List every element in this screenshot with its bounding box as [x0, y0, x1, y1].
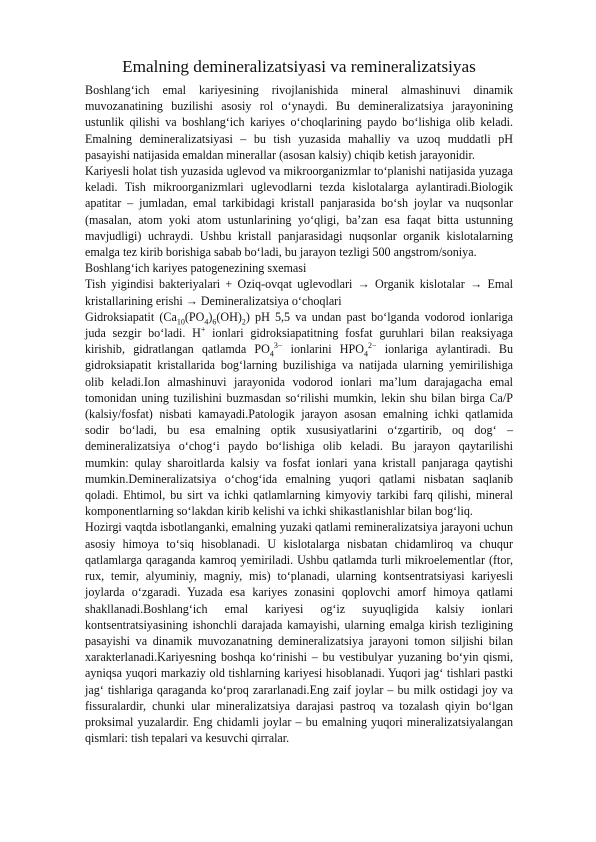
compound-subscript: 2 [241, 317, 246, 327]
paragraph-remineralization: Hozirgi vaqtda isbotlanganki, emalning yuzaki qatlami remineralizatsiya jarayoni uchun asosiy himoya to‘siq hisoblanadi. U kislotalarga nisbatan chidamliroq va chuqur qatlamlarga qaraganda kamroq yemiriladi. Ushbu qatlamda turli mikroelementlar (ftor, rux, temir, alyuminiy, magniy, mis) to‘planadi, ularning kontsentratsiyasi kariyesli joylarda o‘zgaradi. Yuzada esa kariyes zonasini qoplovchi amorf himoya qatlami shakllanadi.Boshlang‘ich emal kariyesi og‘iz suyuqligida kalsiy ionlari kontsentratsiyasining ishonchli darajada kamayishi, ularning emalga kirish tezligining pasayishi va dinamik muvozanatning demineralizatsiya jarayoni tomon siljishi bilan xarakterlanadi.Kariyesning boshqa ko‘rinishi – bu vestibulyar yuzaning bo‘yin qismi, ayniqsa yuqori markaziy old tishlarning kariyesi hisoblanadi. Yuqori jag‘ tishlari pastki jag‘ tishlariga qaraganda ko‘proq zararlanadi.Eng zaif joylar – bu milk ostidagi joy va fissuralardir, chunki ular mineralizatsiya darajasi pastroq va tozalash qiyin bo‘lgan proksimal yuzalardir. Eng chidamli joylar – bu emalning yuqori mineralizatsiyalangan qismlari: tish tepalari va kesuvchi qirralar. [85, 520, 513, 746]
formula-text: ionlarini HPO [282, 342, 364, 357]
document-title: Emalning demineralizatsiyasi va remineralizatsiyas [122, 57, 476, 76]
compound-group: (OH) [216, 309, 242, 324]
ion-charge: 3− [273, 341, 283, 351]
paragraph-demineralization-intro: Boshlang‘ich emal kariyesining rivojlanishida mineral almashinuvi dinamik muvozanatining buzilishi asosiy rol o‘ynaydi. Bu demineralizatsiya jarayonining ustunlik qilishi va boshlang‘ich kariyes o‘choqlarining paydo bo‘lishiga olib keladi. Emalning demineralizatsiyasi – bu tish yuzasida mahalliy va uzoq muddatli pH pasayishi natijasida emaldan minerallar (asosan kalsiy) chiqib ketish jarayonidir. [85, 83, 513, 162]
paragraph-pathogenesis-heading: Boshlang‘ich kariyes patogenezining sxemasi [85, 261, 307, 276]
compound-bracket: ) [208, 309, 213, 324]
document-page [85, 57, 513, 746]
compound-name: Gidroksiapatit [85, 309, 155, 324]
formula-text: ionlariga aylantiradi. Bu gidroksiapatit kristallarida bog‘larning buzilishiga va natijada ularning yemirilishiga olib keladi.Ion almashinuvi jarayonida vodorod ionlari ma’lum darajagacha emal tomonidan uning tuzilishini buzmasdan so‘rilishi mumkin, lekin shu bilan birga Ca/P (kalsiy/fosfat) nisbati kamayadi.Patologik jarayon asosan emalning ichki qatlamida sodir bo‘ladi, bu esa emalning optik xususiyatlarini o‘zgartirib, oq dog‘ – demineralizatsiya o‘chog‘i paydo bo‘lishiga olib keladi. Bu jarayon qaytarilishi mumkin: qulay sharoitlarda kalsiy va fosfat ionlari yana kristall panjaraga qaytishi mumkin.Demineralizatsiya o‘chog‘ida emalning yuqori qatlami nisbatan saqlanib qoladi. Ehtimol, bu sirt va ichki qatlamlarning kimyoviy tarkibi farq qilishi, mineral komponentlarning so‘lakdan kirib kelishi va ichki shikastlanishlar bilan bog‘liq. [85, 342, 514, 519]
paragraph-caries-mechanism: Kariyesli holat tish yuzasida uglevod va mikroorganizmlar to‘planishi natijasida yuzaga keladi. Tish mikroorganizmlari uglevodlarni tezda kislotalarga aylantiradi.Biologik apatitar – jumladan, emal tarkibidagi kristall panjarasida bo‘sh joylar va nuqsonlar (masalan, atom yoki atom ustunlarining yo‘qligi, ba’zan esa faqat bitta ustunning mavjudligi) uchraydi. Ushbu kristall panjarasidagi nuqsonlar organik kislotalarning emalga tez kirib borishiga sabab bo‘ladi, bu jarayon tezligi 500 angstrom/soniya. [85, 164, 513, 260]
compound-subscript: 6 [212, 317, 217, 327]
compound-bracket: ) [245, 309, 250, 324]
ion-charge: + [200, 325, 206, 335]
compound-main: Ca [163, 309, 177, 324]
compound-subscript: 4 [204, 317, 209, 327]
compound-group: (PO [184, 309, 205, 324]
ion-subscript: 4 [364, 349, 368, 359]
paragraph-pathogenesis-scheme: Tish yigindisi bakteriyalari + Oziq-ovqat uglevodlari → Organik kislotalar → Emal kristallarining erishi → Demineralizatsiya o‘choqlari [85, 277, 513, 308]
paragraph-hydroxyapatite: Gidroksiapatit $(Ca_{10}(PO_4)_6(OH)_2)$ pH 5,5 va undan past bo‘lganda vodorod ionlariga juda sezgir bo‘ladi. H+ ionlari gidroksiapatitning fosfat guruhlari bilan reaksiyaga kirishib, gidratlangan qatlamda $PO_4^{3-}$ ionlarini $HPO_4^{2-}$ ionlariga aylantiradi. Bu gidroksiapatit kristallarida bog‘larning buzilishiga va natijada ularning yemirilishiga olib keladi.Ion almashinuvi jarayonida vodorod ionlari ma’lum darajagacha emal tomonidan uning tuzilishini buzmasdan so‘rilishi mumkin, lekin shu bilan birga Ca/P (kalsiy/fosfat) nisbati kamayadi.Patologik jarayon asosan emalning ichki qatlamida sodir bo‘ladi, bu esa emalning optik xususiyatlarini o‘zgartirib, oq dog‘ – demineralizatsiya o‘chog‘i paydo bo‘lishiga olib keladi. Bu jarayon qaytarilishi mumkin: qulay sharoitlarda kalsiy va fosfat ionlari yana kristall panjaraga qaytishi mumkin.Demineralizatsiya o‘chog‘ida emalning yuqori qatlami nisbatan saqlanib qoladi. Ehtimol, bu sirt va ichki qatlamlarning kimyoviy tarkibi farq qilishi, mineral komponentlarning so‘lakdan kirib kelishi va ichki shikastlanishlar bilan bog‘liq. [85, 309, 514, 519]
ion-charge: 2− [368, 341, 377, 351]
formula-text: ionlari gidroksiapatitning fosfat guruhlari bilan reaksiyaga kirishib, gidratlangan qatlamda PO [85, 326, 513, 357]
formula-text: pH 5,5 va undan past bo‘lganda vodorod ionlariga juda sezgir bo‘ladi. H [85, 309, 513, 341]
ion-subscript: 4 [269, 349, 274, 359]
compound-subscript: 10 [176, 317, 185, 327]
